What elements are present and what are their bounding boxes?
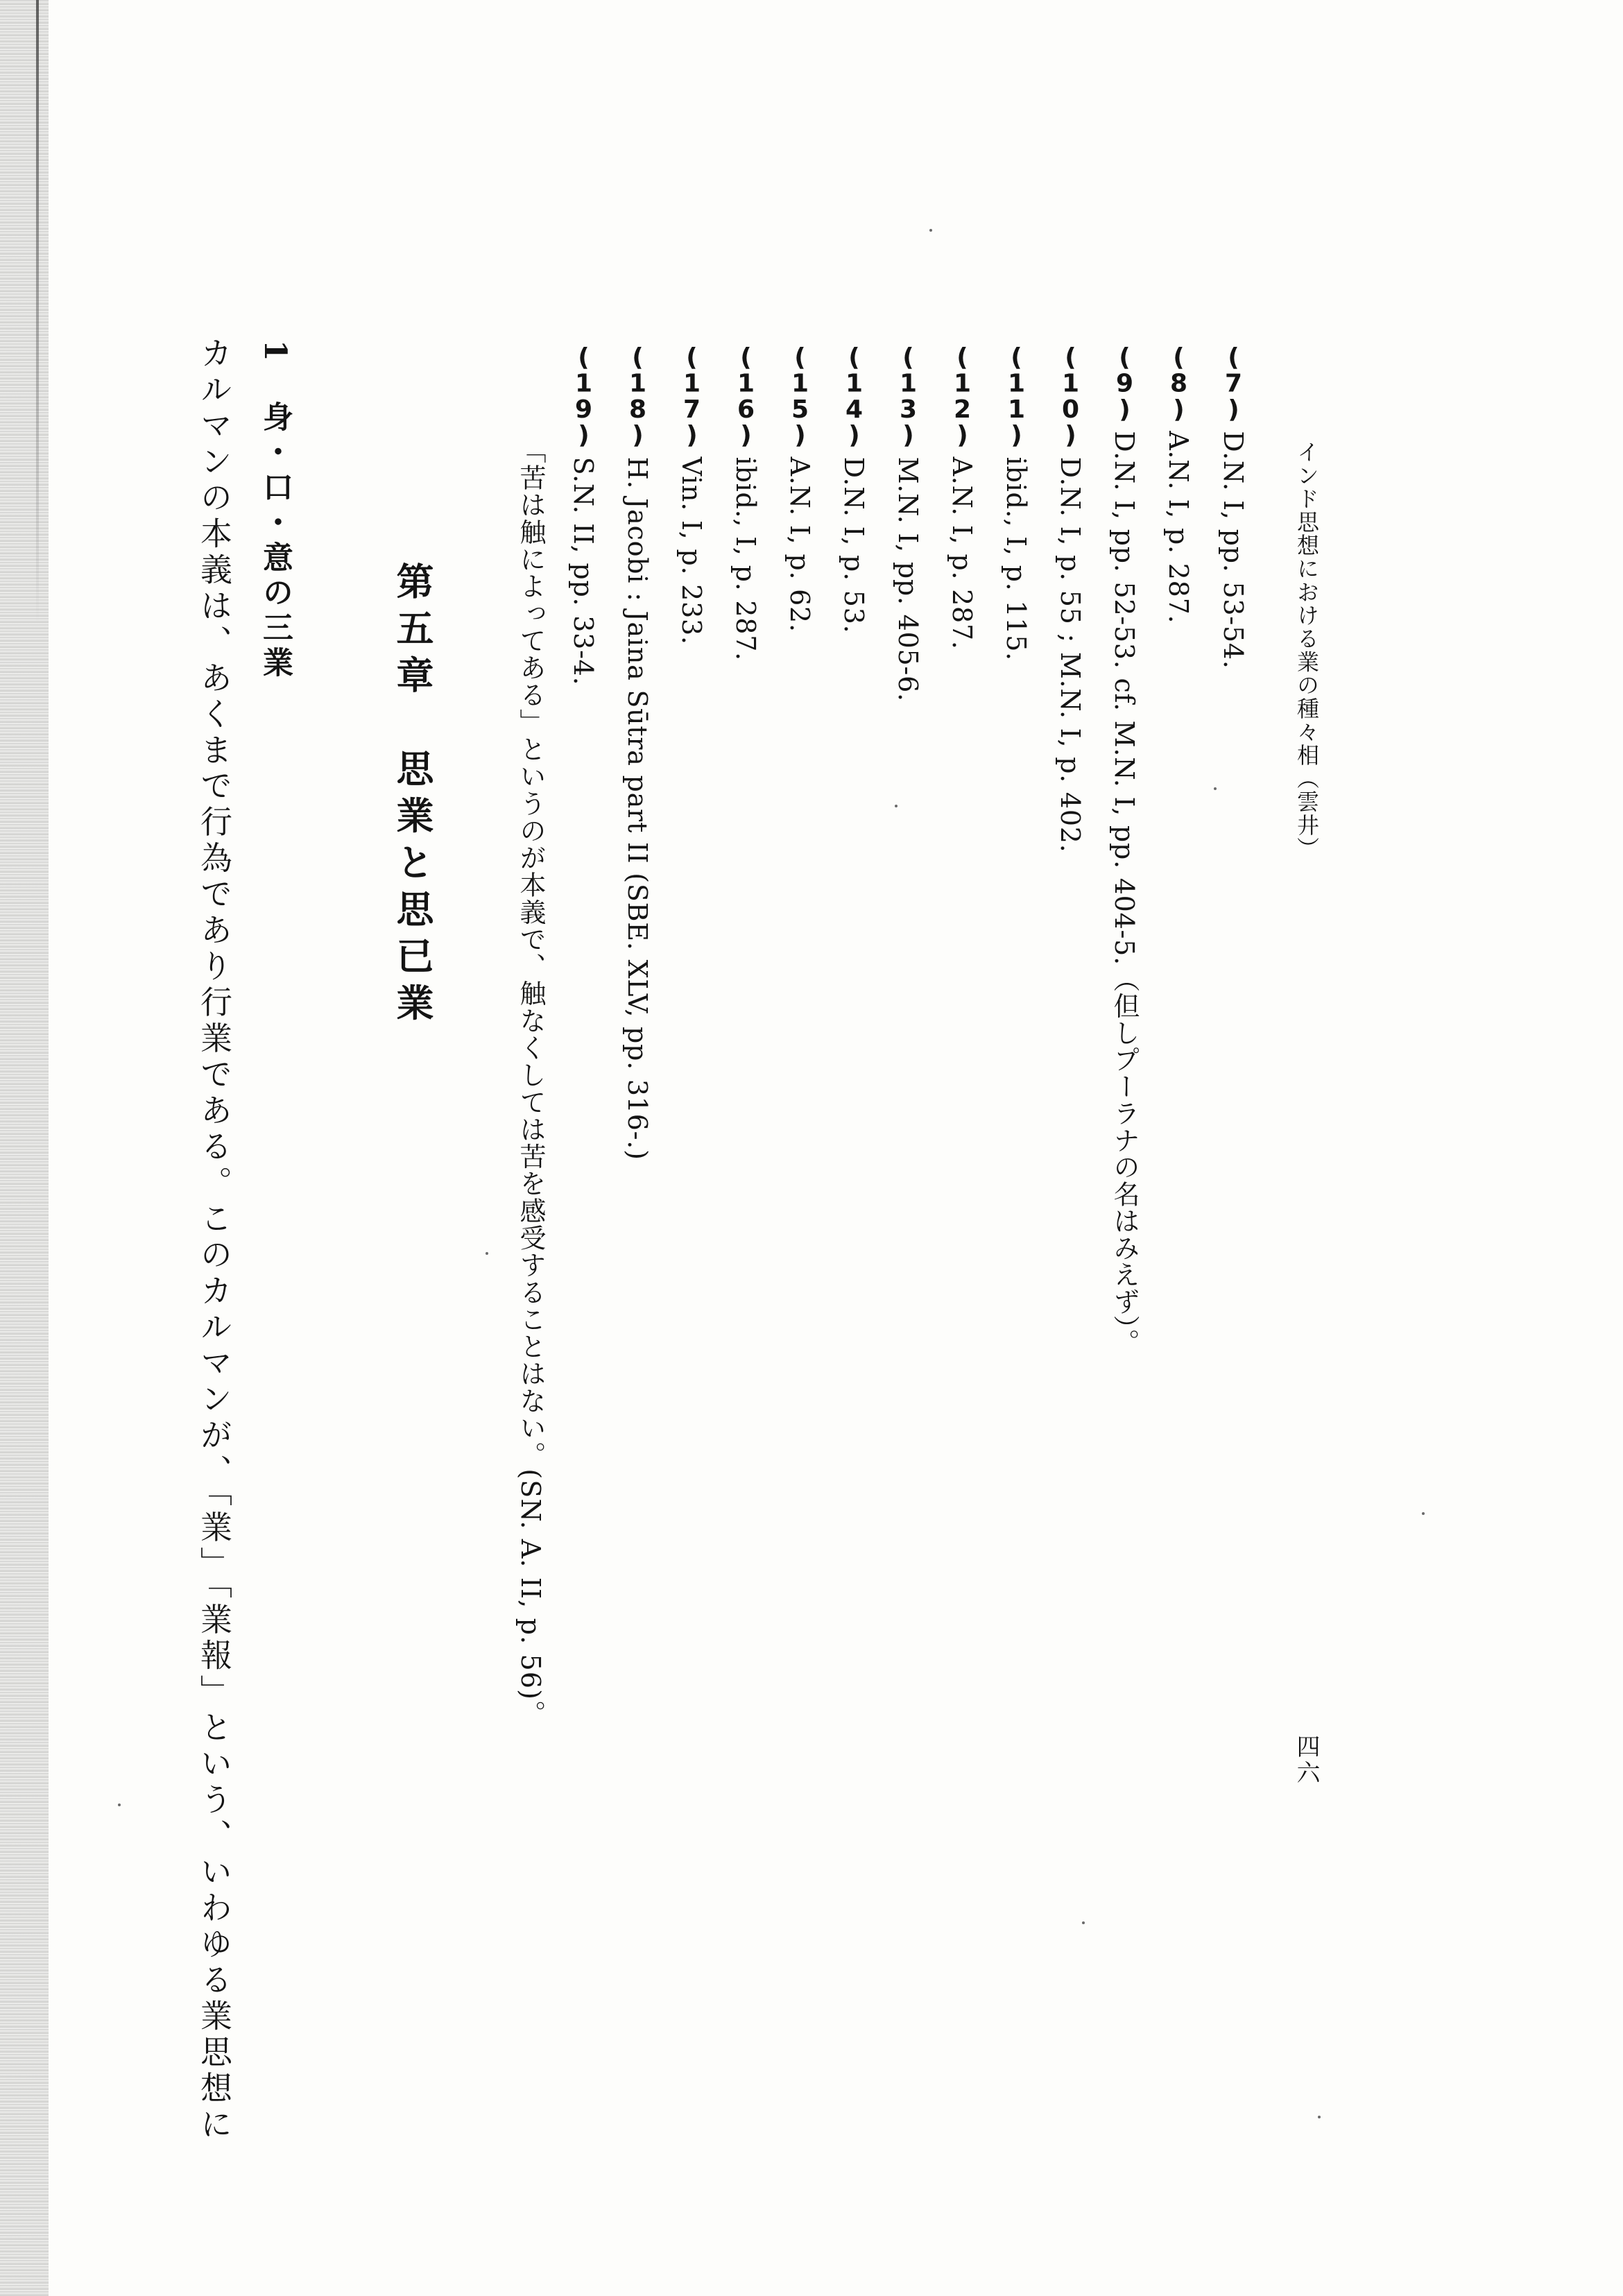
body-text-line: カルマンの本義は、あくまで行為であり行業である。このカルマンが、「業」「業報」という、いわゆる業思想に [196, 336, 233, 2143]
note-number: (14) [840, 343, 868, 447]
scan-edge-line [36, 0, 39, 624]
note-14 [841, 343, 867, 634]
note-number: (7) [1219, 343, 1248, 422]
note-number: (11) [1002, 343, 1031, 447]
scan-speck [118, 1804, 121, 1806]
scan-speck [929, 229, 932, 232]
scan-speck [486, 1252, 488, 1255]
scan-speck [1082, 1921, 1085, 1924]
note-text: M.N. I, pp. 405-6. [893, 456, 923, 702]
note-number: (17) [678, 343, 706, 447]
note-16 [732, 343, 759, 661]
note-text: D.N. I, p. 55 ; M.N. I, p. 402. [1055, 456, 1085, 853]
note-18 [624, 343, 651, 1160]
note-11 [1003, 343, 1029, 661]
note-number: (9) [1110, 343, 1139, 422]
note-13 [895, 343, 921, 702]
note-number: (18) [624, 343, 652, 447]
scan-speck [1422, 1512, 1425, 1515]
note-7 [1220, 343, 1246, 669]
section-heading: 1 身・口・意の三業 [257, 340, 293, 682]
scan-speck [1214, 787, 1217, 790]
note-continuation: 「苦は触によってある」というのが本義で、触なくしては苦を感受することはない。(SN. A. II, p. 56)。 [515, 437, 546, 1728]
note-text: D.N. I, pp. 53-54. [1218, 431, 1248, 669]
note-12 [949, 343, 975, 650]
chapter-title: 第五章 思業と思已業 [390, 562, 435, 1030]
note-19 [568, 343, 599, 686]
note-text: ibid., I, p. 115. [1001, 456, 1031, 661]
running-head: インド思想における業の種々相（雲井） [1294, 440, 1320, 860]
note-number: (13) [894, 343, 922, 447]
note-text: Vin. I, p. 233. [676, 456, 707, 645]
note-number: (8) [1165, 343, 1193, 422]
note-number: (16) [732, 343, 760, 447]
scan-edge-shadow [0, 0, 49, 2296]
note-15 [784, 343, 815, 633]
note-text: A.N. I, p. 287. [1163, 431, 1194, 624]
note-text: H. Jacobi : Jaina Sūtra part II (SBE. XLV, pp. 316-.) [622, 456, 653, 1160]
note-17 [678, 343, 705, 645]
note-text: A.N. I, p. 287. [947, 456, 977, 650]
note-8 [1165, 343, 1192, 624]
note-text: S.N. II, pp. 33-4. [568, 456, 599, 686]
note-number: (19) [569, 343, 598, 447]
note-number: (12) [948, 343, 977, 447]
note-number: (10) [1056, 343, 1085, 447]
scan-speck [1318, 2116, 1321, 2118]
note-10 [1057, 343, 1083, 853]
note-number: (15) [786, 343, 814, 447]
scan-speck [895, 805, 898, 807]
note-text: A.N. I, p. 62. [784, 456, 815, 633]
page-number: 四六 [1292, 1734, 1320, 1786]
note-text: ibid., I, p. 287. [730, 456, 761, 661]
note-text: D.N. I, p. 53. [839, 456, 869, 634]
note-9 [1109, 343, 1140, 1356]
note-text: D.N. I, pp. 52-53. cf. M.N. I, pp. 404-5.（但しプーラナの名はみえず）。 [1109, 431, 1140, 1356]
